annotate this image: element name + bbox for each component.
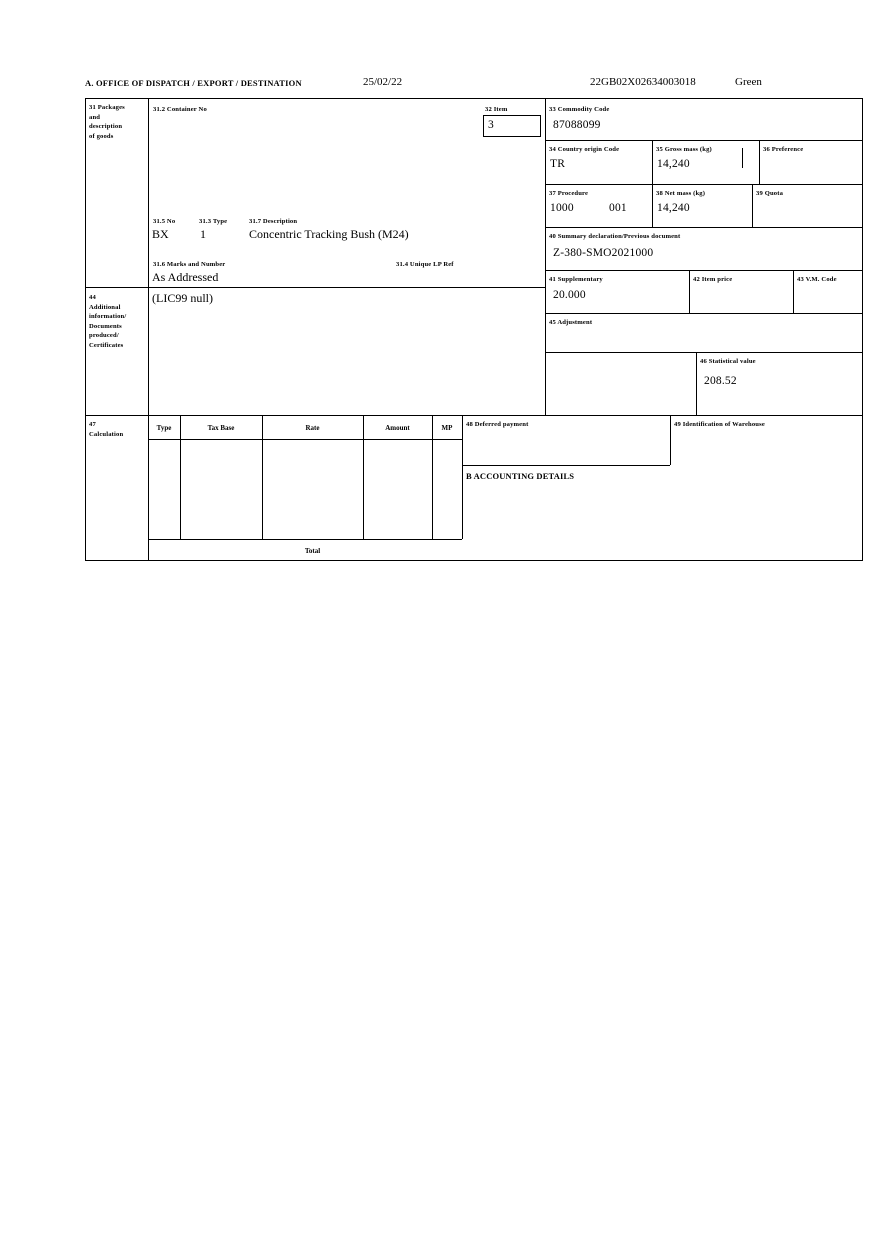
divider-col-taxbase xyxy=(262,415,263,539)
box40-value: Z-380-SMO2021000 xyxy=(553,247,654,259)
office-of-dispatch-label: A. OFFICE OF DISPATCH / EXPORT / DESTINATION xyxy=(85,78,302,88)
box38-label: 38 Net mass (kg) xyxy=(656,190,706,197)
box31-lp-ref-label: 31.4 Unique LP Ref xyxy=(396,261,454,268)
divider-table-header xyxy=(148,439,462,440)
box31-type-value: 1 xyxy=(200,227,206,241)
box41-label: 41 Supplementary xyxy=(549,276,603,283)
column-header-tax-base: Tax Base xyxy=(207,424,235,432)
box-b-label: B ACCOUNTING DETAILS xyxy=(466,471,575,481)
divider-col-amount xyxy=(432,415,433,539)
header-lane-status: Green xyxy=(735,76,762,88)
header-mrn: 22GB02X02634003018 xyxy=(590,76,696,88)
divider-box48-box49 xyxy=(670,415,671,465)
box31-description-value: Concentric Tracking Bush (M24) xyxy=(249,227,409,241)
box35-value: 14,240 xyxy=(657,158,690,170)
box31-description-label: 31.7 Description xyxy=(249,218,298,225)
box46-value: 208.52 xyxy=(704,375,737,387)
divider-box31-label xyxy=(148,99,149,287)
column-header-type: Type xyxy=(156,424,172,432)
divider-under-box48 xyxy=(462,465,670,466)
column-header-amount: Amount xyxy=(385,424,410,432)
box47-label: 47 Calculation xyxy=(89,421,124,438)
document-header xyxy=(85,78,863,94)
divider-col-type xyxy=(180,415,181,539)
box49-label: 49 Identification of Warehouse xyxy=(674,421,765,428)
box44-value: (LIC99 null) xyxy=(152,291,213,305)
box31-type-label: 31.3 Type xyxy=(199,218,228,225)
box48-label: 48 Deferred payment xyxy=(466,421,529,428)
box37-value-2: 001 xyxy=(609,202,627,214)
box31-marks-label: 31.6 Marks and Number xyxy=(153,261,226,268)
divider-box42-box43 xyxy=(793,270,794,313)
box31-container-no-label: 31.2 Container No xyxy=(153,106,207,113)
box32-item-value: 3 xyxy=(488,119,494,131)
column-header-rate: Rate xyxy=(305,424,320,432)
divider-under-box33 xyxy=(545,140,863,141)
divider-box34-box35 xyxy=(652,140,653,184)
divider-box46-left xyxy=(696,352,697,415)
divider-col-rate xyxy=(363,415,364,539)
box42-label: 42 Item price xyxy=(693,276,733,283)
box45-label: 45 Adjustment xyxy=(549,319,593,326)
box38-value: 14,240 xyxy=(657,202,690,214)
box34-value: TR xyxy=(550,158,566,170)
divider-under-box37-row xyxy=(545,227,863,228)
box35-label: 35 Gross mass (kg) xyxy=(656,146,712,153)
box34-label: 34 Country origin Code xyxy=(549,146,620,153)
box31-label: 31 Packages and description of goods xyxy=(89,104,125,140)
divider-box37-box38 xyxy=(652,184,653,227)
box37-label: 37 Procedure xyxy=(549,190,589,197)
divider-table-bottom xyxy=(148,539,462,540)
divider-box38-box39 xyxy=(752,184,753,227)
box39-label: 39 Quota xyxy=(756,190,784,197)
box41-value: 20.000 xyxy=(553,289,586,301)
box32-label: 32 Item xyxy=(485,106,508,113)
box36-label: 36 Preference xyxy=(763,146,804,153)
divider-dotted-box46 xyxy=(545,352,546,415)
divider-box41-box42 xyxy=(689,270,690,313)
box43-label: 43 V.M. Code xyxy=(797,276,837,283)
box31-marks-value: As Addressed xyxy=(152,270,219,284)
box33-label: 33 Commodity Code xyxy=(549,106,610,113)
divider-under-box31 xyxy=(86,287,545,288)
divider-box35-box36 xyxy=(759,140,760,184)
box31-no-value: BX xyxy=(152,227,169,241)
box40-label: 40 Summary declaration/Previous document xyxy=(549,233,681,240)
divider-under-box40 xyxy=(545,270,863,271)
column-header-mp: MP xyxy=(441,424,453,432)
box46-label: 46 Statistical value xyxy=(700,358,756,365)
divider-under-box41-row xyxy=(545,313,863,314)
box44-label: 44 Additional information/ Documents produced/ Certificates xyxy=(89,294,127,349)
divider-box44-label xyxy=(148,287,149,415)
divider-box35-inner xyxy=(742,148,743,168)
table-total-label: Total xyxy=(304,547,321,555)
box32-item-box xyxy=(483,115,541,137)
declaration-grid xyxy=(85,98,863,561)
box37-value-1: 1000 xyxy=(550,202,574,214)
header-date: 25/02/22 xyxy=(363,76,403,88)
divider-box48-left xyxy=(462,415,463,465)
box33-value: 87088099 xyxy=(553,119,601,131)
divider-under-box34-row xyxy=(545,184,863,185)
divider-under-box44-band xyxy=(86,415,863,416)
divider-under-box45 xyxy=(545,352,863,353)
box31-no-label: 31.5 No xyxy=(153,218,176,225)
